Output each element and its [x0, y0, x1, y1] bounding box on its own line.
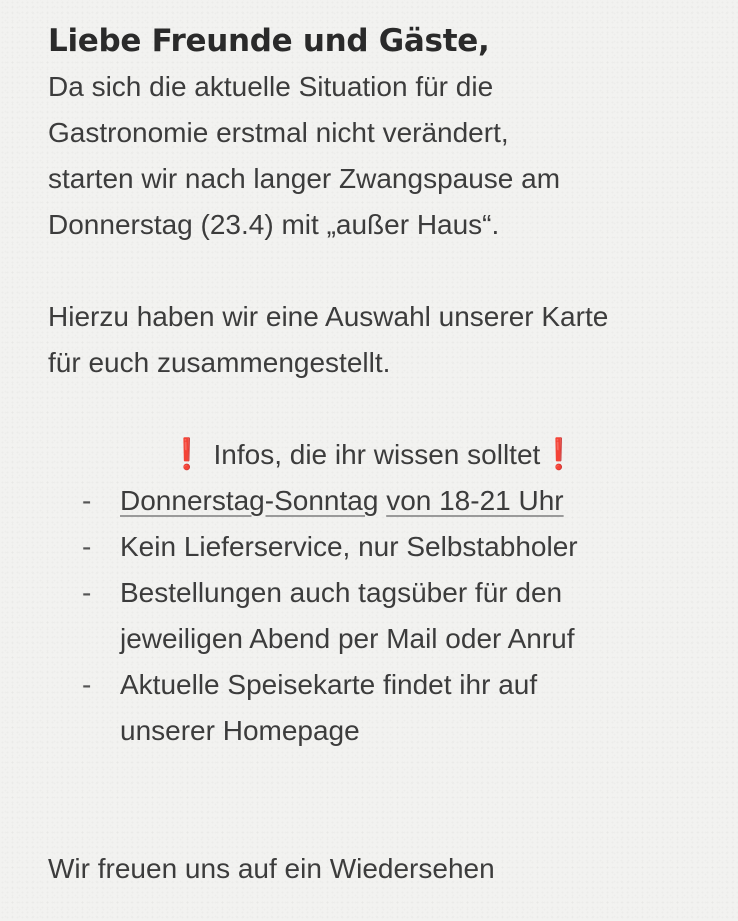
intro-line-3: starten wir nach langer Zwangspause am [48, 163, 561, 194]
list-item [48, 662, 718, 754]
selection-line-1: Hierzu haben wir eine Auswahl unserer Karte [48, 301, 609, 332]
dash-bullet: - [82, 531, 92, 562]
dash-bullet: - [82, 577, 92, 608]
intro-line-2: Gastronomie erstmal nicht verändert, [48, 117, 509, 148]
list-item-text: Aktuelle Speisekarte findet ihr auf [120, 669, 538, 700]
info-list [48, 478, 718, 754]
dash-bullet: - [82, 669, 92, 700]
list-item-text: Kein Lieferservice, nur Selbstabholer [120, 531, 578, 562]
notice-text: Infos, die ihr wissen solltet [213, 439, 541, 470]
list-item-text: Bestellungen auch tagsüber für den [120, 577, 563, 608]
greeting-title: Liebe Freunde und Gäste, [48, 23, 490, 59]
list-item [48, 478, 718, 524]
selection-line-2: für euch zusammengestellt. [48, 347, 391, 378]
list-item [48, 524, 718, 570]
intro-paragraph [48, 64, 718, 248]
opening-hours-link[interactable]: von 18-21 Uhr [386, 485, 564, 516]
intro-line-1: Da sich die aktuelle Situation für die [48, 71, 494, 102]
spacer [48, 386, 718, 432]
spacer [48, 754, 718, 846]
exclamation-icon: ❗ [168, 438, 206, 471]
notice-heading [48, 432, 718, 478]
closing-line: Wir freuen uns auf ein Wiedersehen [48, 853, 495, 884]
list-item-text: jeweiligen Abend per Mail oder Anruf [120, 623, 575, 654]
intro-line-4: Donnerstag (23.4) mit „außer Haus“. [48, 209, 500, 240]
list-item-text: unserer Homepage [120, 715, 360, 746]
exclamation-icon: ❗ [540, 438, 578, 471]
note-body [48, 18, 718, 892]
selection-paragraph [48, 294, 718, 386]
opening-days-link[interactable]: Donnerstag-Sonntag [120, 485, 379, 516]
dash-bullet: - [82, 485, 92, 516]
list-item [48, 570, 718, 662]
spacer [48, 248, 718, 294]
